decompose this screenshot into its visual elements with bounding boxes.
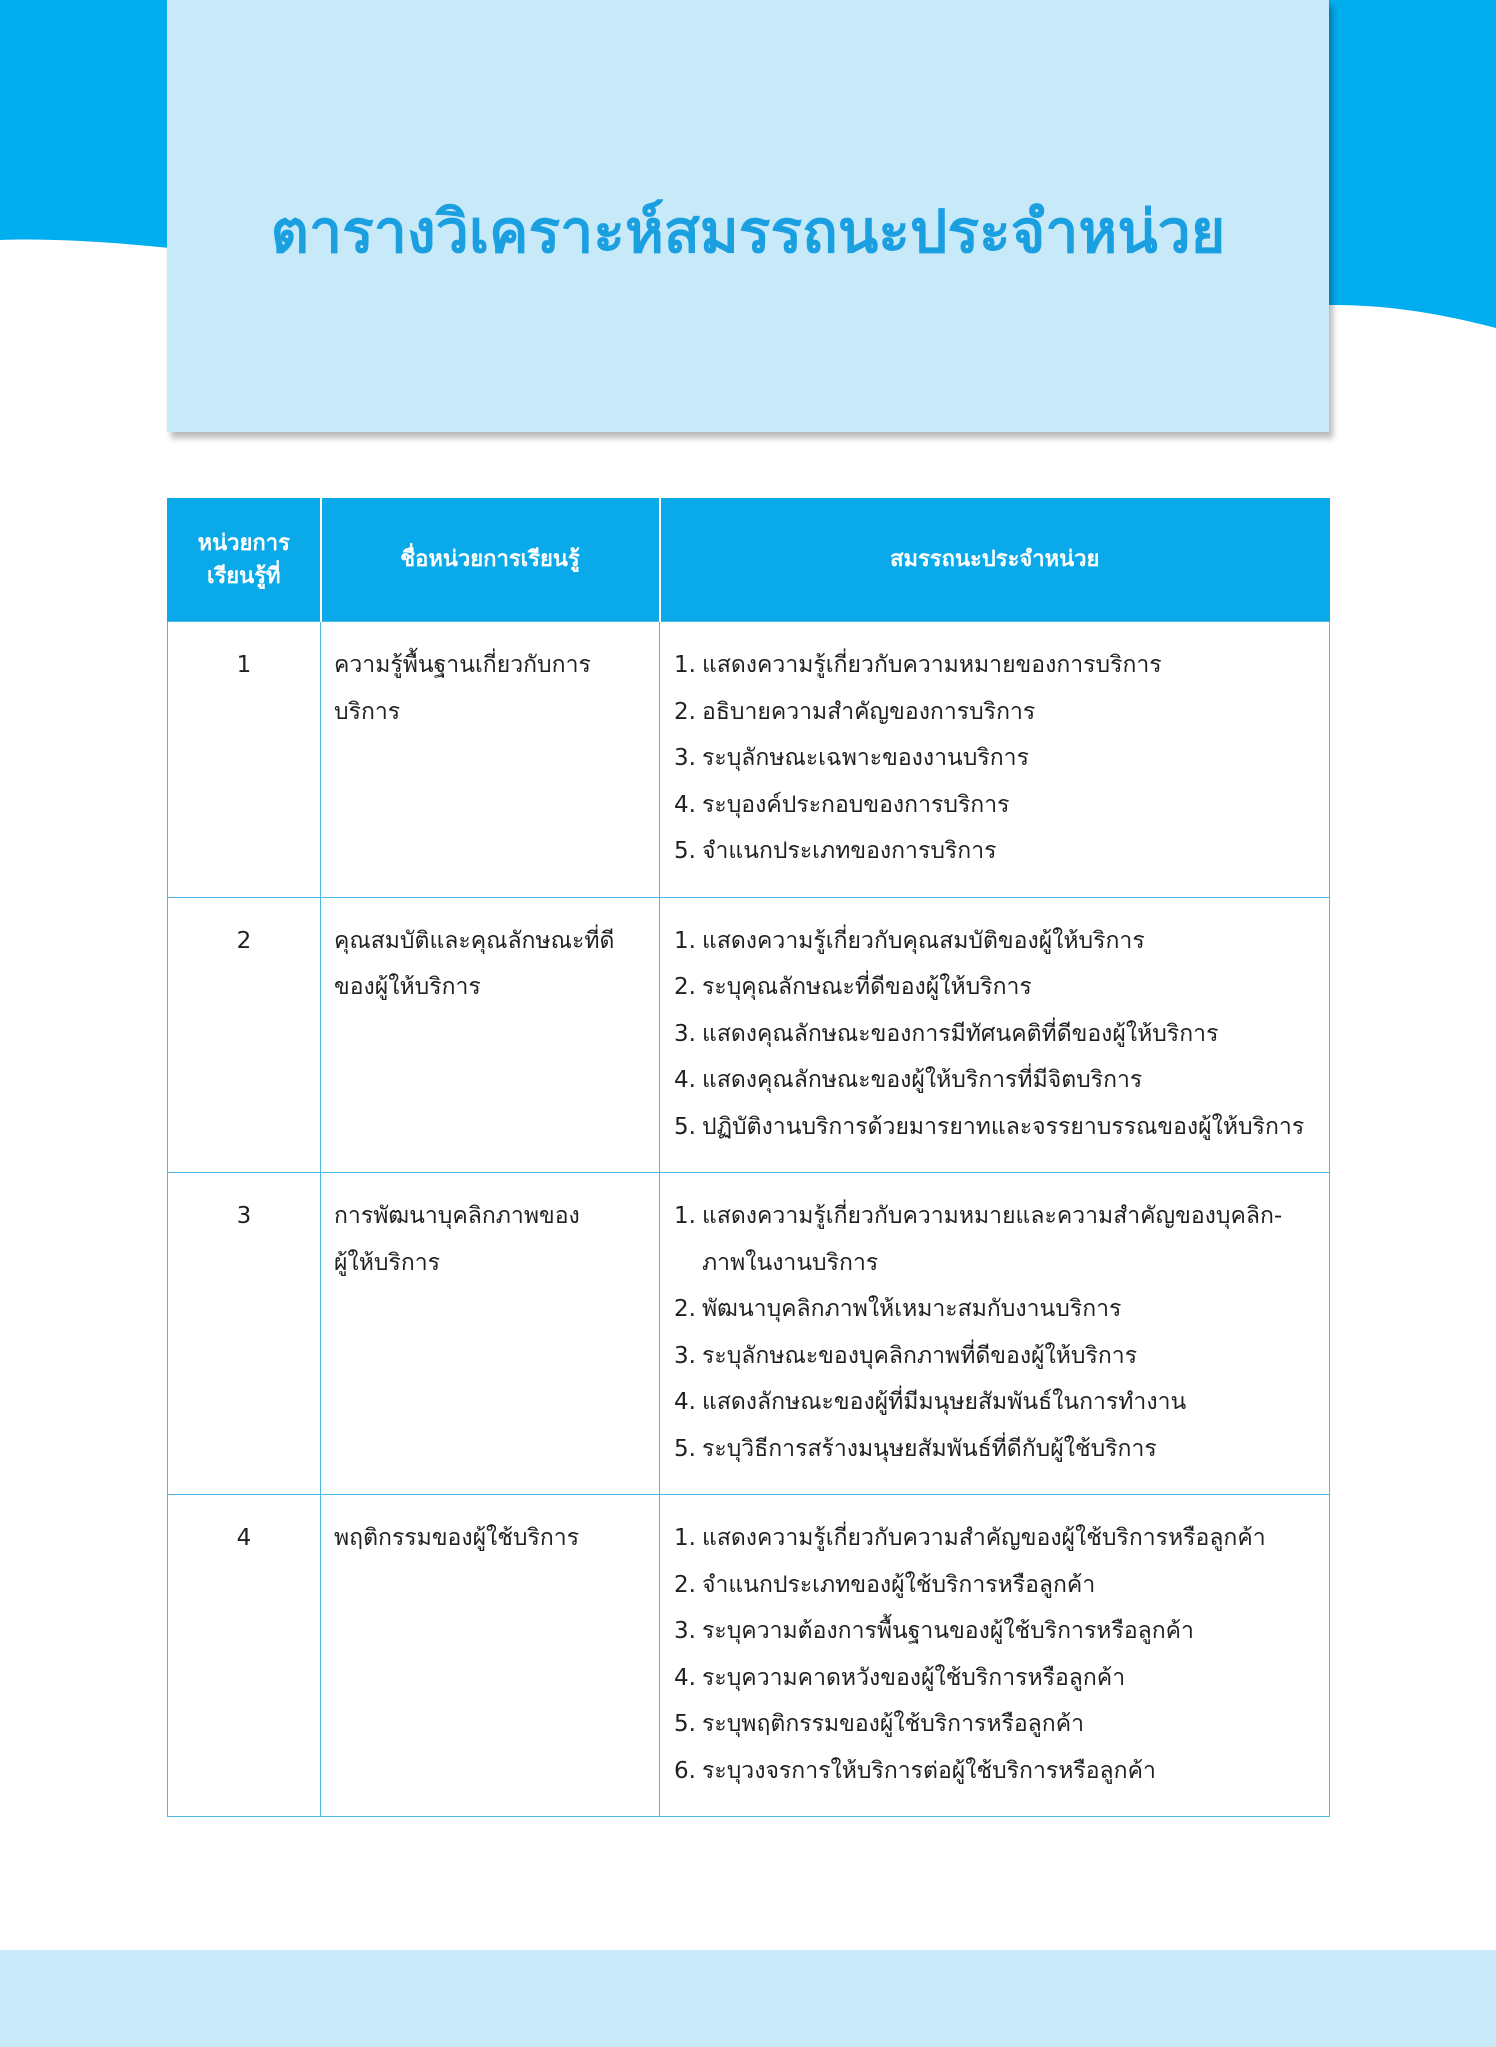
competency-item — [674, 735, 1323, 782]
competency-item — [674, 1057, 1323, 1104]
competency-number: 2. — [674, 974, 696, 1000]
competency-item — [674, 1608, 1323, 1655]
header-unit-name: ชื่อหน่วยการเรียนรู้ — [321, 498, 660, 622]
table-row — [168, 897, 1330, 1173]
competency-number: 5. — [674, 1113, 696, 1140]
unit-name: คุณสมบัติและคุณลักษณะที่ดี ของผู้ให้บริการ — [321, 897, 660, 1173]
unit-number: 2 — [168, 897, 321, 1173]
competency-text: ระบุความต้องการพื้นฐานของผู้ใช้บริการหรือลูกค้า — [702, 1618, 1194, 1644]
competency-text: พัฒนาบุคลิกภาพให้เหมาะสมกับงานบริการ — [702, 1296, 1122, 1322]
competency-item — [674, 1011, 1323, 1058]
table-row — [168, 1173, 1330, 1495]
unit-competencies — [660, 1173, 1330, 1495]
table-header-row — [168, 498, 1330, 622]
competency-table — [167, 498, 1330, 1817]
competency-number: 4. — [674, 1067, 696, 1093]
footer-band — [0, 1950, 1496, 2047]
competency-item — [674, 1655, 1323, 1702]
competency-text: จำแนกประเภทของผู้ใช้บริการหรือลูกค้า — [702, 1571, 1096, 1598]
competency-number: 4. — [674, 1664, 696, 1691]
competency-text: แสดงลักษณะของผู้ที่มีมนุษยสัมพันธ์ในการทำงาน — [702, 1389, 1187, 1415]
competency-list — [674, 918, 1323, 1151]
competency-number: 1. — [674, 1525, 696, 1551]
competency-item — [674, 1104, 1323, 1151]
competency-text: แสดงคุณลักษณะของผู้ให้บริการที่มีจิตบริการ — [702, 1067, 1143, 1093]
competency-list — [674, 1515, 1323, 1794]
competency-number: 3. — [674, 1020, 696, 1047]
unit-competencies — [660, 897, 1330, 1173]
competency-text: ระบุวิธีการสร้างมนุษยสัมพันธ์ที่ดีกับผู้ใช้บริการ — [702, 1435, 1157, 1462]
competency-list — [674, 1193, 1323, 1472]
competency-text: ระบุคุณลักษณะที่ดีของผู้ให้บริการ — [702, 974, 1032, 1000]
competency-text: แสดงความรู้เกี่ยวกับคุณสมบัติของผู้ให้บริการ — [702, 927, 1145, 954]
competency-number: 2. — [674, 1571, 696, 1598]
competency-text: ระบุวงจรการให้บริการต่อผู้ใช้บริการหรือลูกค้า — [702, 1757, 1156, 1784]
competency-number: 4. — [674, 791, 696, 818]
competency-item — [674, 1193, 1323, 1286]
competency-item — [674, 1515, 1323, 1562]
competency-item — [674, 1286, 1323, 1333]
table-row — [168, 622, 1330, 898]
competency-item — [674, 918, 1323, 965]
competency-number: 3. — [674, 745, 696, 771]
competency-text: ระบุองค์ประกอบของการบริการ — [702, 791, 1010, 818]
competency-text: แสดงความรู้เกี่ยวกับความสำคัญของผู้ใช้บริการหรือลูกค้า — [702, 1525, 1266, 1551]
competency-number: 1. — [674, 652, 696, 678]
competency-number: 5. — [674, 1435, 696, 1462]
competency-text: จำแนกประเภทของการบริการ — [702, 838, 997, 864]
competency-item — [674, 828, 1323, 875]
header-unit-number: หน่วยการ เรียนรู้ที่ — [168, 498, 321, 622]
competency-text: แสดงความรู้เกี่ยวกับความหมายและความสำคัญของบุคลิก- ภาพในงานบริการ — [702, 1203, 1283, 1276]
competency-text: แสดงความรู้เกี่ยวกับความหมายของการบริการ — [702, 652, 1162, 678]
competency-item — [674, 1333, 1323, 1380]
competency-item — [674, 1701, 1323, 1748]
competency-list — [674, 642, 1323, 875]
competency-item — [674, 1426, 1323, 1473]
unit-name: ความรู้พื้นฐานเกี่ยวกับการ บริการ — [321, 622, 660, 898]
table-row — [168, 1495, 1330, 1817]
competency-item — [674, 642, 1323, 689]
table-body — [168, 622, 1330, 1817]
unit-number: 3 — [168, 1173, 321, 1495]
competency-number: 3. — [674, 1618, 696, 1644]
competency-text: แสดงคุณลักษณะของการมีทัศนคติที่ดีของผู้ให้บริการ — [702, 1020, 1219, 1047]
unit-number: 4 — [168, 1495, 321, 1817]
unit-name: การพัฒนาบุคลิกภาพของ ผู้ให้บริการ — [321, 1173, 660, 1495]
competency-text: ปฏิบัติงานบริการด้วยมารยาทและจรรยาบรรณของผู้ให้บริการ — [702, 1113, 1305, 1140]
competency-number: 6. — [674, 1757, 696, 1784]
competency-item — [674, 782, 1323, 829]
competency-number: 5. — [674, 1711, 696, 1737]
competency-number: 2. — [674, 1296, 696, 1322]
competency-number: 5. — [674, 838, 696, 864]
competency-text: ระบุลักษณะเฉพาะของงานบริการ — [702, 745, 1029, 771]
competency-text: อธิบายความสำคัญของการบริการ — [702, 698, 1036, 725]
header-competencies: สมรรถนะประจำหน่วย — [660, 498, 1330, 622]
page-title: ตารางวิเคราะห์สมรรถนะประจำหน่วย — [270, 197, 1226, 266]
competency-number: 3. — [674, 1342, 696, 1369]
unit-name: พฤติกรรมของผู้ใช้บริการ — [321, 1495, 660, 1817]
competency-item — [674, 1379, 1323, 1426]
competency-text: ระบุความคาดหวังของผู้ใช้บริการหรือลูกค้า — [702, 1664, 1126, 1691]
competency-item — [674, 1748, 1323, 1795]
competency-item — [674, 964, 1323, 1011]
competency-text: ระบุลักษณะของบุคลิกภาพที่ดีของผู้ให้บริการ — [702, 1342, 1138, 1369]
unit-number: 1 — [168, 622, 321, 898]
competency-item — [674, 689, 1323, 736]
competency-number: 4. — [674, 1389, 696, 1415]
competency-text: ระบุพฤติกรรมของผู้ใช้บริการหรือลูกค้า — [702, 1711, 1085, 1737]
title-card — [167, 0, 1329, 432]
competency-number: 2. — [674, 698, 696, 725]
competency-number: 1. — [674, 1203, 696, 1229]
unit-competencies — [660, 1495, 1330, 1817]
unit-competencies — [660, 622, 1330, 898]
competency-number: 1. — [674, 927, 696, 954]
competency-item — [674, 1562, 1323, 1609]
